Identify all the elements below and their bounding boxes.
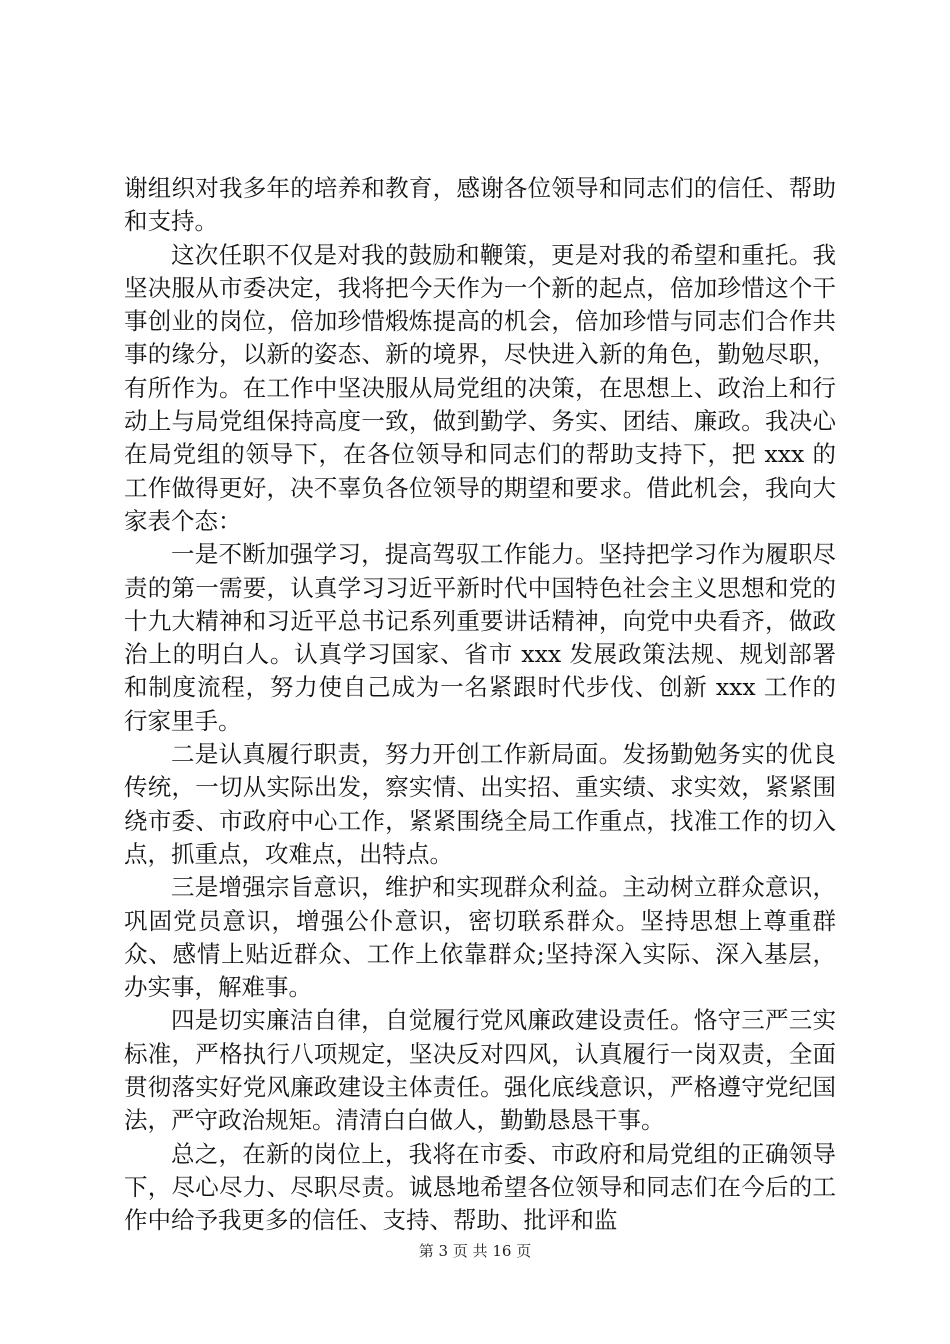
paragraph-commitment: 这次任职不仅是对我的鼓励和鞭策，更是对我的希望和重托。我坚决服从市委决定，我将把今天作为一个新的起点，倍加珍惜这个干事创业的岗位，倍加珍惜煅炼提高的机会，倍加珍惜与同志们合作共事的缘分，以新的姿态、新的境界，尽快进入新的角色，勤勉尽职，有所作为。在工作中坚决服从局党组的决策，在思想上、政治上和行动上与局党组保持高度一致，做到勤学、务实、团结、廉政。我决心在局党组的领导下，在各位领导和同志们的帮助支持下，把 xxx 的工作做得更好，决不辜负各位领导的期望和要求。借此机会，我向大家表个态： <box>124 240 836 535</box>
paragraph-continuation: 谢组织对我多年的培养和教育，感谢各位领导和同志们的信任、帮助和支持。 <box>124 174 836 236</box>
paragraph-point-one: 一是不断加强学习，提高驾驭工作能力。坚持把学习作为履职尽责的第一需要，认真学习习近平新时代中国特色社会主义思想和党的十九大精神和习近平总书记系列重要讲话精神，向党中央看齐，做政治上的明白人。认真学习国家、省市 xxx 发展政策法规、规划部署和制度流程，努力使自己成为一名紧跟时代步伐、创新 xxx 工作的行家里手。 <box>124 540 836 735</box>
document-body <box>124 172 836 1238</box>
paragraph-point-three: 三是增强宗旨意识，维护和实现群众利益。主动树立群众意识，巩固党员意识，增强公仆意识，密切联系群众。坚持思想上尊重群众、感情上贴近群众、工作上依靠群众;坚持深入实际、深入基层，办实事，解难事。 <box>124 873 836 1002</box>
page-number-footer: 第 3 页 共 16 页 <box>418 1242 532 1260</box>
paragraph-conclusion: 总之，在新的岗位上，我将在市委、市政府和局党组的正确领导下，尽心尽力、尽职尽责。诚恳地希望各位领导和同志们在今后的工作中给予我更多的信任、支持、帮助、批评和监 <box>124 1139 836 1235</box>
paragraph-point-two: 二是认真履行职责，努力开创工作新局面。发扬勤勉务实的优良传统，一切从实际出发，察实情、出实招、重实绩、求实效，紧紧围绕市委、市政府中心工作，紧紧围绕全局工作重点，找准工作的切入点，抓重点，攻难点，出特点。 <box>124 740 836 868</box>
paragraph-point-four: 四是切实廉洁自律，自觉履行党风廉政建设责任。恪守三严三实标准，严格执行八项规定，坚决反对四风，认真履行一岗双责，全面贯彻落实好党风廉政建设主体责任。强化底线意识，严格遵守党纪国法，严守政治规矩。清清白白做人，勤勤恳恳干事。 <box>124 1006 836 1135</box>
